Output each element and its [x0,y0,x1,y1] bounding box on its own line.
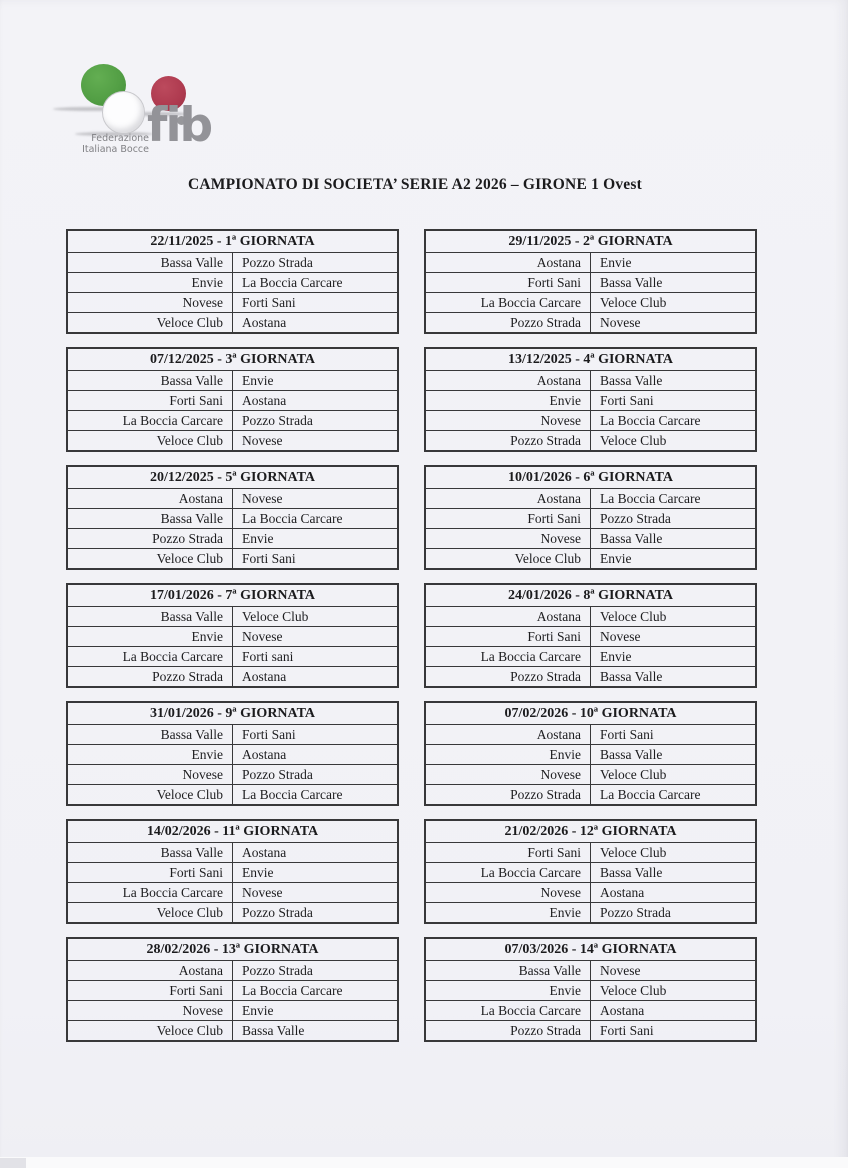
home-team: Veloce Club [67,549,233,570]
home-team: Envie [67,627,233,647]
home-team: Veloce Club [67,313,233,334]
giornata-table [66,583,399,688]
away-team: Aostana [591,1001,757,1021]
giornata-table [424,937,757,1042]
giornata-table [424,229,757,334]
giornata-header: 07/12/2025 - 3ª GIORNATA [67,348,398,371]
home-team: Pozzo Strada [425,667,591,688]
giornata-header-row [425,466,756,489]
home-team: Veloce Club [67,903,233,924]
match-row [425,293,756,313]
home-team: Envie [67,273,233,293]
away-team: Veloce Club [591,843,757,863]
giornata-table [66,937,399,1042]
away-team: Envie [233,371,399,391]
away-team: Veloce Club [591,981,757,1001]
giornata-header-row [425,230,756,253]
home-team: Pozzo Strada [67,529,233,549]
match-row [425,667,756,688]
match-row [67,549,398,570]
match-row [67,981,398,1001]
giornata-header: 29/11/2025 - 2ª GIORNATA [425,230,756,253]
home-team: La Boccia Carcare [425,647,591,667]
away-team: Bassa Valle [591,371,757,391]
match-row [425,431,756,452]
match-row [425,1001,756,1021]
match-row [67,371,398,391]
home-team: Forti Sani [425,509,591,529]
giornata-header-row [425,584,756,607]
home-team: Novese [425,765,591,785]
home-team: Aostana [425,489,591,509]
match-row [425,785,756,806]
match-row [425,509,756,529]
away-team: Bassa Valle [591,745,757,765]
match-row [425,549,756,570]
match-row [67,785,398,806]
match-row [67,667,398,688]
home-team: Aostana [425,253,591,273]
away-team: Forti Sani [591,1021,757,1042]
match-row [425,313,756,334]
home-team: Envie [425,903,591,924]
home-team: Bassa Valle [67,253,233,273]
away-team: Bassa Valle [591,863,757,883]
giornata-header: 31/01/2026 - 9ª GIORNATA [67,702,398,725]
away-team: Aostana [233,667,399,688]
home-team: La Boccia Carcare [67,883,233,903]
giornata-table [66,819,399,924]
home-team: Bassa Valle [67,509,233,529]
home-team: Veloce Club [425,549,591,570]
fib-acronym: fib [147,98,212,153]
giornata-table [424,465,757,570]
away-team: La Boccia Carcare [233,273,399,293]
home-team: Envie [425,981,591,1001]
giornata-header: 07/03/2026 - 14ª GIORNATA [425,938,756,961]
giornata-header-row [67,230,398,253]
match-row [425,981,756,1001]
home-team: Aostana [425,371,591,391]
giornata-header: 28/02/2026 - 13ª GIORNATA [67,938,398,961]
home-team: Pozzo Strada [425,431,591,452]
scan-corner-mark [0,1158,26,1168]
home-team: Bassa Valle [67,843,233,863]
away-team: Veloce Club [591,293,757,313]
away-team: Aostana [233,745,399,765]
federation-line2: Italiana Bocce [82,143,149,155]
home-team: Forti Sani [425,627,591,647]
away-team: Aostana [233,391,399,411]
match-row [425,903,756,924]
home-team: Forti Sani [67,981,233,1001]
home-team: Envie [425,391,591,411]
match-row [425,1021,756,1042]
away-team: Forti sani [233,647,399,667]
match-row [425,253,756,273]
away-team: Envie [233,529,399,549]
match-row [425,391,756,411]
home-team: La Boccia Carcare [425,293,591,313]
away-team: Novese [233,489,399,509]
home-team: Novese [425,411,591,431]
home-team: Veloce Club [67,431,233,452]
home-team: Bassa Valle [67,725,233,745]
away-team: Forti Sani [233,293,399,313]
home-team: Bassa Valle [425,961,591,981]
match-row [425,647,756,667]
away-team: La Boccia Carcare [591,489,757,509]
giornata-table [424,701,757,806]
match-row [67,273,398,293]
home-team: Pozzo Strada [425,785,591,806]
home-team: Aostana [67,489,233,509]
home-team: Forti Sani [425,843,591,863]
match-row [67,765,398,785]
match-row [425,961,756,981]
away-team: Veloce Club [233,607,399,627]
giornata-header: 24/01/2026 - 8ª GIORNATA [425,584,756,607]
home-team: Envie [67,745,233,765]
away-team: Novese [591,627,757,647]
giornata-table [424,583,757,688]
giornata-header: 17/01/2026 - 7ª GIORNATA [67,584,398,607]
away-team: Novese [233,431,399,452]
federation-line1: Federazione [91,133,149,144]
home-team: Pozzo Strada [67,667,233,688]
away-team: Envie [591,647,757,667]
away-team: Pozzo Strada [233,765,399,785]
match-row [425,411,756,431]
home-team: Aostana [425,725,591,745]
match-row [67,529,398,549]
away-team: Novese [233,627,399,647]
match-row [67,843,398,863]
match-row [67,1001,398,1021]
match-row [67,903,398,924]
giornata-header: 10/01/2026 - 6ª GIORNATA [425,466,756,489]
match-row [425,725,756,745]
away-team: Aostana [591,883,757,903]
away-team: La Boccia Carcare [591,411,757,431]
away-team: Aostana [233,313,399,334]
giornata-header-row [425,348,756,371]
giornata-header-row [67,466,398,489]
away-team: Novese [233,883,399,903]
away-team: La Boccia Carcare [233,785,399,806]
giornata-header: 07/02/2026 - 10ª GIORNATA [425,702,756,725]
match-row [67,725,398,745]
match-row [425,863,756,883]
away-team: Aostana [233,843,399,863]
home-team: Bassa Valle [67,607,233,627]
away-team: La Boccia Carcare [233,509,399,529]
page-title: CAMPIONATO DI SOCIETA’ SERIE A2 2026 – GIRONE 1 Ovest [188,176,642,193]
match-row [67,391,398,411]
giornata-header-row [425,938,756,961]
home-team: Aostana [67,961,233,981]
away-team: Forti Sani [591,391,757,411]
match-row [67,607,398,627]
giornata-table [66,229,399,334]
home-team: La Boccia Carcare [67,411,233,431]
away-team: Envie [591,253,757,273]
home-team: Novese [67,293,233,313]
match-row [425,529,756,549]
giornata-table [424,347,757,452]
match-row [67,489,398,509]
away-team: Pozzo Strada [591,903,757,924]
giornata-header-row [67,584,398,607]
away-team: Pozzo Strada [591,509,757,529]
giornata-header: 13/12/2025 - 4ª GIORNATA [425,348,756,371]
home-team: Forti Sani [67,391,233,411]
match-row [425,273,756,293]
match-row [67,313,398,334]
match-row [425,843,756,863]
rounds-grid [66,229,757,1042]
giornata-table [66,701,399,806]
match-row [425,371,756,391]
giornata-header-row [67,702,398,725]
match-row [67,863,398,883]
giornata-table [66,465,399,570]
giornata-table [66,347,399,452]
away-team: Envie [233,863,399,883]
giornata-header-row [67,820,398,843]
away-team: Forti Sani [591,725,757,745]
home-team: Novese [67,1001,233,1021]
home-team: Forti Sani [425,273,591,293]
away-team: Veloce Club [591,431,757,452]
home-team: Forti Sani [67,863,233,883]
home-team: Veloce Club [67,785,233,806]
away-team: Bassa Valle [233,1021,399,1042]
giornata-header: 20/12/2025 - 5ª GIORNATA [67,466,398,489]
away-team: La Boccia Carcare [233,981,399,1001]
home-team: Novese [67,765,233,785]
match-row [67,647,398,667]
match-row [67,431,398,452]
match-row [67,1021,398,1042]
giornata-header-row [425,702,756,725]
match-row [425,627,756,647]
away-team: Veloce Club [591,607,757,627]
match-row [67,411,398,431]
match-row [425,883,756,903]
away-team: Envie [233,1001,399,1021]
fib-logo [65,58,285,173]
giornata-header-row [67,348,398,371]
giornata-header-row [425,820,756,843]
home-team: Pozzo Strada [425,313,591,334]
home-team: La Boccia Carcare [425,1001,591,1021]
away-team: Pozzo Strada [233,253,399,273]
match-row [67,253,398,273]
away-team: Forti Sani [233,549,399,570]
match-row [67,509,398,529]
home-team: Bassa Valle [67,371,233,391]
match-row [67,961,398,981]
away-team: Bassa Valle [591,273,757,293]
giornata-header: 22/11/2025 - 1ª GIORNATA [67,230,398,253]
match-row [425,489,756,509]
away-team: Novese [591,961,757,981]
match-row [425,745,756,765]
giornata-header: 14/02/2026 - 11ª GIORNATA [67,820,398,843]
match-row [425,765,756,785]
match-row [67,627,398,647]
away-team: Forti Sani [233,725,399,745]
giornata-header-row [67,938,398,961]
match-row [67,293,398,313]
home-team: La Boccia Carcare [425,863,591,883]
match-row [425,607,756,627]
federation-name [73,134,149,156]
home-team: Pozzo Strada [425,1021,591,1042]
home-team: Veloce Club [67,1021,233,1042]
home-team: Novese [425,883,591,903]
away-team: Veloce Club [591,765,757,785]
away-team: Bassa Valle [591,667,757,688]
giornata-table [424,819,757,924]
home-team: Envie [425,745,591,765]
home-team: La Boccia Carcare [67,647,233,667]
away-team: Pozzo Strada [233,411,399,431]
giornata-header: 21/02/2026 - 12ª GIORNATA [425,820,756,843]
scan-edge-bottom [0,1157,848,1168]
away-team: La Boccia Carcare [591,785,757,806]
away-team: Envie [591,549,757,570]
match-row [67,883,398,903]
away-team: Novese [591,313,757,334]
match-row [67,745,398,765]
away-team: Pozzo Strada [233,961,399,981]
away-team: Pozzo Strada [233,903,399,924]
away-team: Bassa Valle [591,529,757,549]
home-team: Novese [425,529,591,549]
white-bocce-ball-icon [102,91,145,134]
home-team: Aostana [425,607,591,627]
